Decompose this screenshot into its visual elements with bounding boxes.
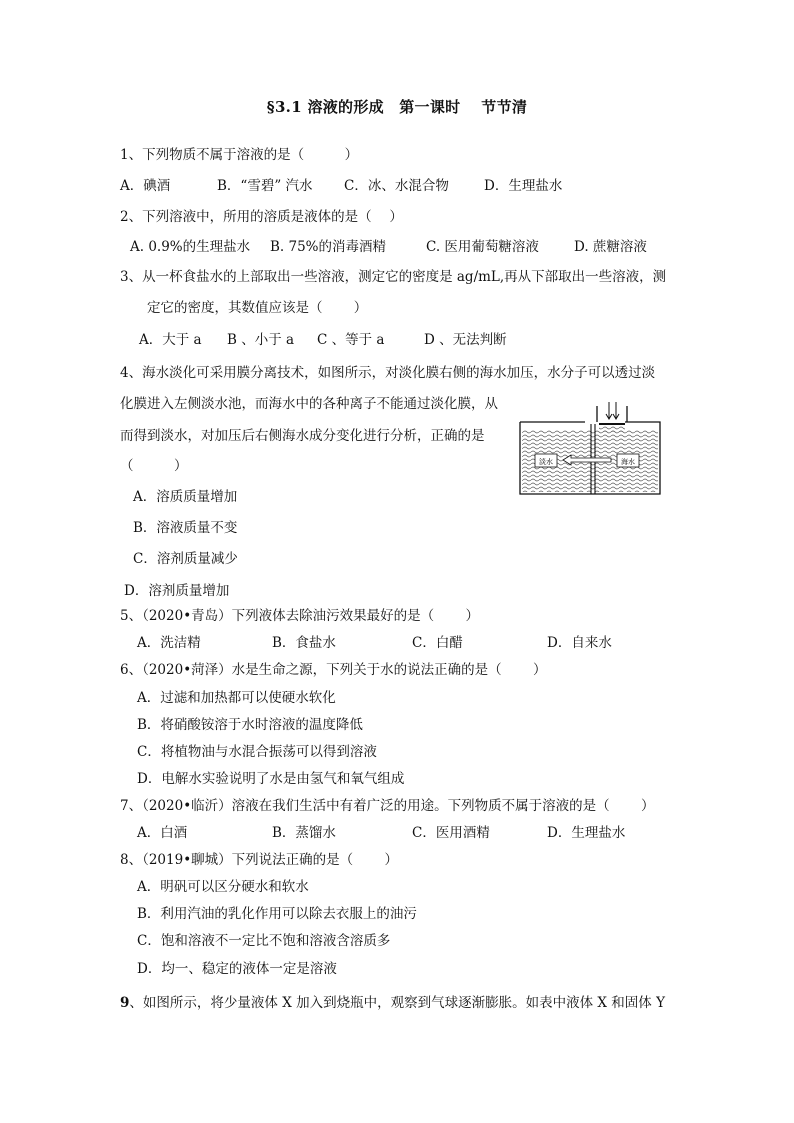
question-2-stem: 2、下列溶液中，所用的溶质是液体的是（ ）: [120, 209, 403, 225]
question-6-option-b: B．将硝酸铵溶于水时溶液的温度降低: [137, 717, 363, 733]
question-4-option-d: D．溶剂质量增加: [124, 583, 230, 599]
option-d: D．自来水: [547, 635, 612, 651]
question-3-stem-line-2: 定它的密度，其数值应该是（ ）: [147, 300, 368, 316]
question-5-options: [137, 634, 612, 652]
question-8-stem: 8、（2019•聊城）下列说法正确的是（ ）: [120, 852, 398, 868]
option-c: C．白醋: [412, 635, 463, 651]
option-a: A．白酒: [137, 825, 188, 841]
seawater-label: 海水: [621, 458, 635, 466]
question-4-option-a: A．溶质质量增加: [133, 489, 238, 505]
page-title: §3.1 溶液的形成 第一课时 节节清: [266, 98, 528, 116]
option-d: D．生理盐水: [547, 825, 626, 841]
question-8-option-d: D．均一、稳定的液体一定是溶液: [137, 961, 337, 977]
option-c: C．医用酒精: [412, 825, 490, 841]
question-6-option-a: A．过滤和加热都可以使硬水软化: [137, 690, 336, 706]
option-a: A．大于 a: [139, 332, 202, 348]
question-9-stem: 9、如图所示，将少量液体 X 加入到烧瓶中，观察到气球逐渐膨胀。如表中液体 X 和固体 Y: [120, 995, 665, 1011]
question-8-option-a: A．明矾可以区分硬水和软水: [137, 879, 309, 895]
question-3-options: [139, 331, 507, 349]
question-4-option-b: B．溶液质量不变: [133, 520, 238, 536]
option-a: A．洗洁精: [137, 635, 201, 651]
question-7-options: [137, 824, 625, 842]
question-6-stem: 6、（2020•菏泽）水是生命之源，下列关于水的说法正确的是（ ）: [120, 662, 547, 678]
question-6-option-c: C．将植物油与水混合振荡可以得到溶液: [137, 744, 377, 760]
question-5-stem: 5、（2020•青岛）下列液体去除油污效果最好的是（ ）: [120, 608, 479, 624]
question-8-option-c: C．饱和溶液不一定比不饱和溶液含溶质多: [137, 933, 391, 949]
question-1-stem: 1、下列物质不属于溶液的是（ ）: [120, 147, 359, 163]
question-7-stem: 7、（2020•临沂）溶液在我们生活中有着广泛的用途。下列物质不属于溶液的是（ ）: [120, 798, 655, 814]
question-8-option-b: B．利用汽油的乳化作用可以除去衣服上的油污: [137, 906, 417, 922]
question-4-stem-line-1: 4、海水淡化可采用膜分离技术，如图所示，对淡化膜右侧的海水加压，水分子可以透过淡: [120, 365, 656, 381]
question-3-stem-line-1: 3、从一杯食盐水的上部取出一些溶液，测定它的密度是 ag/mL,再从下部取出一些溶液，测: [120, 269, 667, 285]
option-d: D 、无法判断: [424, 332, 507, 348]
option-a: A．碘酒: [120, 178, 171, 194]
option-c: C. 医用葡萄糖溶液: [426, 239, 539, 255]
option-b: B．蒸馏水: [272, 825, 336, 841]
question-4-option-c: C．溶剂质量减少: [133, 551, 238, 567]
option-a: A. 0.9%的生理盐水: [130, 239, 251, 255]
option-c: C 、等于 a: [317, 332, 385, 348]
option-b: B. 75%的消毒酒精: [270, 239, 387, 255]
question-4-stem-line-4: （ ）: [120, 458, 188, 474]
question-4-stem-line-2: 化膜进入左侧淡水池，而海水中的各种离子不能通过淡化膜，从: [120, 396, 498, 412]
option-b: B 、小于 a: [227, 332, 295, 348]
question-4-stem-line-3: 而得到淡水，对加压后右侧海水成分变化进行分析，正确的是: [120, 428, 485, 444]
desalination-membrane-figure: [515, 402, 665, 499]
option-d: D. 蔗糖溶液: [574, 239, 647, 255]
option-b: B．食盐水: [272, 635, 336, 651]
question-1-options: [120, 177, 562, 195]
option-c: C．冰、水混合物: [344, 178, 449, 194]
fresh-water-label: 淡水: [539, 458, 553, 466]
question-2-options: [130, 238, 647, 256]
option-d: D．生理盐水: [484, 178, 563, 194]
question-6-option-d: D．电解水实验说明了水是由氢气和氧气组成: [137, 771, 405, 787]
option-b: B．“雪碧” 汽水: [217, 178, 313, 194]
